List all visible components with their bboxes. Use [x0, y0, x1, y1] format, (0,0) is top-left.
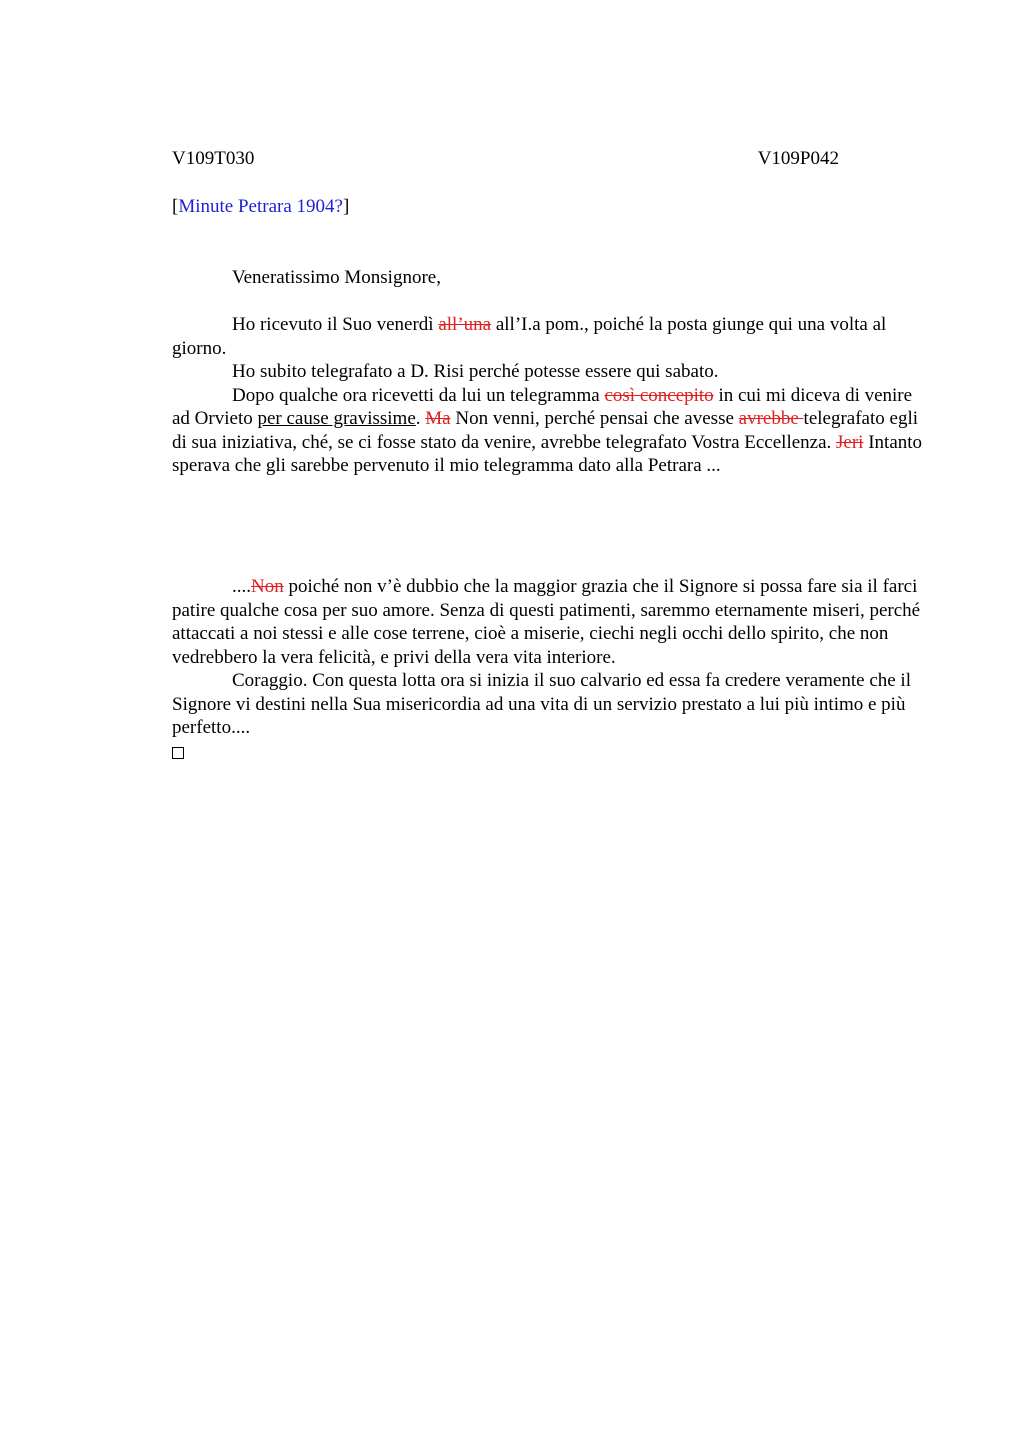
paragraph	[172, 575, 924, 669]
text-run: Dopo qualche ora ricevetti da lui un telegramma	[232, 384, 605, 406]
text-run: poiché non v’è dubbio che la maggior grazia che il Signore si possa fare sia il farci patire qualche cosa per suo amore. Senza di questi patimenti, saremmo eternamente miseri, perché attaccati a noi stessi e alle cose terrene, cioè a miserie, ciechi negli occhi dello spirito, che non vedrebbero la vera felicità, e privi della vera vita interiore.	[172, 576, 921, 668]
underlined-text: per cause gravissime	[257, 408, 416, 429]
letter-block-1	[172, 313, 924, 478]
title-close-bracket: ]	[342, 196, 350, 217]
right-code: V109P042	[757, 148, 839, 169]
deleted-text: così concepito	[604, 384, 714, 406]
text-run: ....	[232, 576, 251, 597]
paragraph: Coraggio. Con questa lotta ora si inizia il suo calvario ed essa fa credere veramente che il Signore vi destini nella Sua misericordia ad una vita di un servizio prestato a lui più intimo e più perfetto....	[172, 670, 911, 738]
square-outline-icon	[172, 747, 184, 759]
text-run: all’I.a pom., poiché la posta giunge qui una volta al giorno.	[172, 314, 887, 359]
deleted-text: avrebbe	[738, 408, 804, 429]
text-run: Non venni, perché pensai che avesse	[450, 408, 739, 429]
document-title	[172, 195, 349, 219]
paragraph: Ho subito telegrafato a D. Risi perché potesse essere qui sabato.	[232, 361, 719, 382]
deleted-text: Ma	[425, 408, 451, 429]
text-run: Intanto sperava che gli sarebbe pervenuto il mio telegramma dato alla Petrara ...	[172, 431, 923, 476]
text-run: Ho ricevuto il Suo venerdì	[232, 314, 439, 335]
title-open-bracket: [	[172, 196, 179, 217]
paragraph	[172, 313, 924, 360]
letter-block-2	[172, 575, 924, 759]
deleted-text: all’una	[438, 314, 492, 335]
paragraph	[172, 384, 924, 478]
deleted-text: Jeri	[836, 431, 864, 453]
left-code: V109T030	[172, 148, 255, 169]
deleted-text: Non	[251, 576, 284, 597]
title-text: Minute Petrara 1904?	[178, 196, 343, 217]
text-run: telegrafato egli di sua iniziativa, ché, se ci fosse stato da venire, avrebbe telegrafato Vostra Eccellenza.	[172, 408, 919, 453]
document-header	[172, 147, 839, 171]
salutation: Veneratissimo Monsignore,	[232, 267, 441, 288]
text-run: .	[415, 408, 426, 429]
text-run: in cui mi diceva di venire ad Orvieto	[172, 384, 913, 429]
